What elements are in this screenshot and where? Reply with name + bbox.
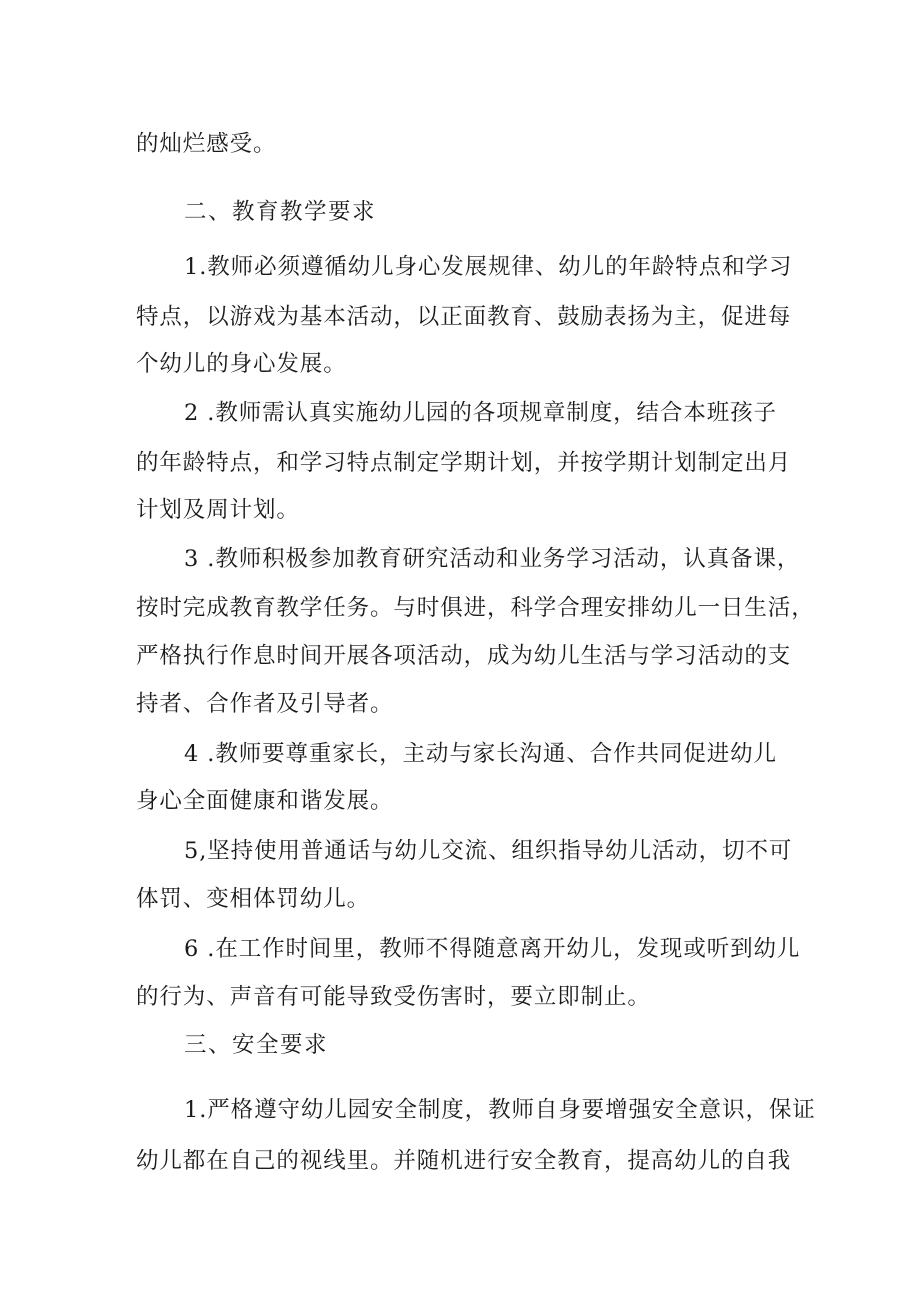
section-heading: 二、教育教学要求 — [184, 199, 377, 225]
paragraph-line: 持者、合作者及引导者。 — [136, 691, 394, 717]
paragraph-line: 幼儿都在自己的视线里。并随机进行安全教育，提高幼儿的自我 — [136, 1148, 792, 1174]
paragraph-line: 1.严格遵守幼儿园安全制度，教师自身要增强安全意识，保证 — [184, 1097, 816, 1123]
paragraph-line: 身心全面健康和谐发展。 — [136, 788, 394, 814]
paragraph-line: 的年龄特点，和学习特点制定学期计划，并按学期计划制定出月 — [136, 450, 792, 476]
paragraph-line: 的行为、声音有可能导致受伤害时，要立即制止。 — [136, 984, 651, 1010]
paragraph-line: 的灿烂感受。 — [136, 131, 277, 157]
paragraph-line: 严格执行作息时间开展各项活动，成为幼儿生活与学习活动的支 — [136, 643, 792, 669]
paragraph-line: 体罚、变相体罚幼儿。 — [136, 886, 371, 912]
paragraph-line: 特点，以游戏为基本活动，以正面教育、鼓励表扬为主，促进每 — [136, 304, 792, 330]
paragraph-line: 3 .教师积极参加教育研究活动和业务学习活动，认真备课， — [184, 546, 801, 572]
section-heading: 三、安全要求 — [184, 1032, 329, 1058]
paragraph-line: 1.教师必须遵循幼儿身心发展规律、幼儿的年龄特点和学习 — [184, 254, 793, 280]
paragraph-line: 6 .在工作时间里，教师不得随意离开幼儿，发现或听到幼儿 — [184, 936, 801, 962]
paragraph-line: 个幼儿的身心发展。 — [136, 351, 347, 377]
paragraph-line: 2 .教师需认真实施幼儿园的各项规章制度，结合本班孩子 — [184, 400, 777, 426]
paragraph-line: 计划及周计划。 — [136, 497, 300, 523]
paragraph-line: 5,坚持使用普通话与幼儿交流、组织指导幼儿活动，切不可 — [184, 838, 793, 864]
paragraph-line: 4 .教师要尊重家长，主动与家长沟通、合作共同促进幼儿 — [184, 741, 777, 767]
paragraph-line: 按时完成教育教学任务。与时俱进，科学合理安排幼儿一日生活， — [136, 595, 815, 621]
